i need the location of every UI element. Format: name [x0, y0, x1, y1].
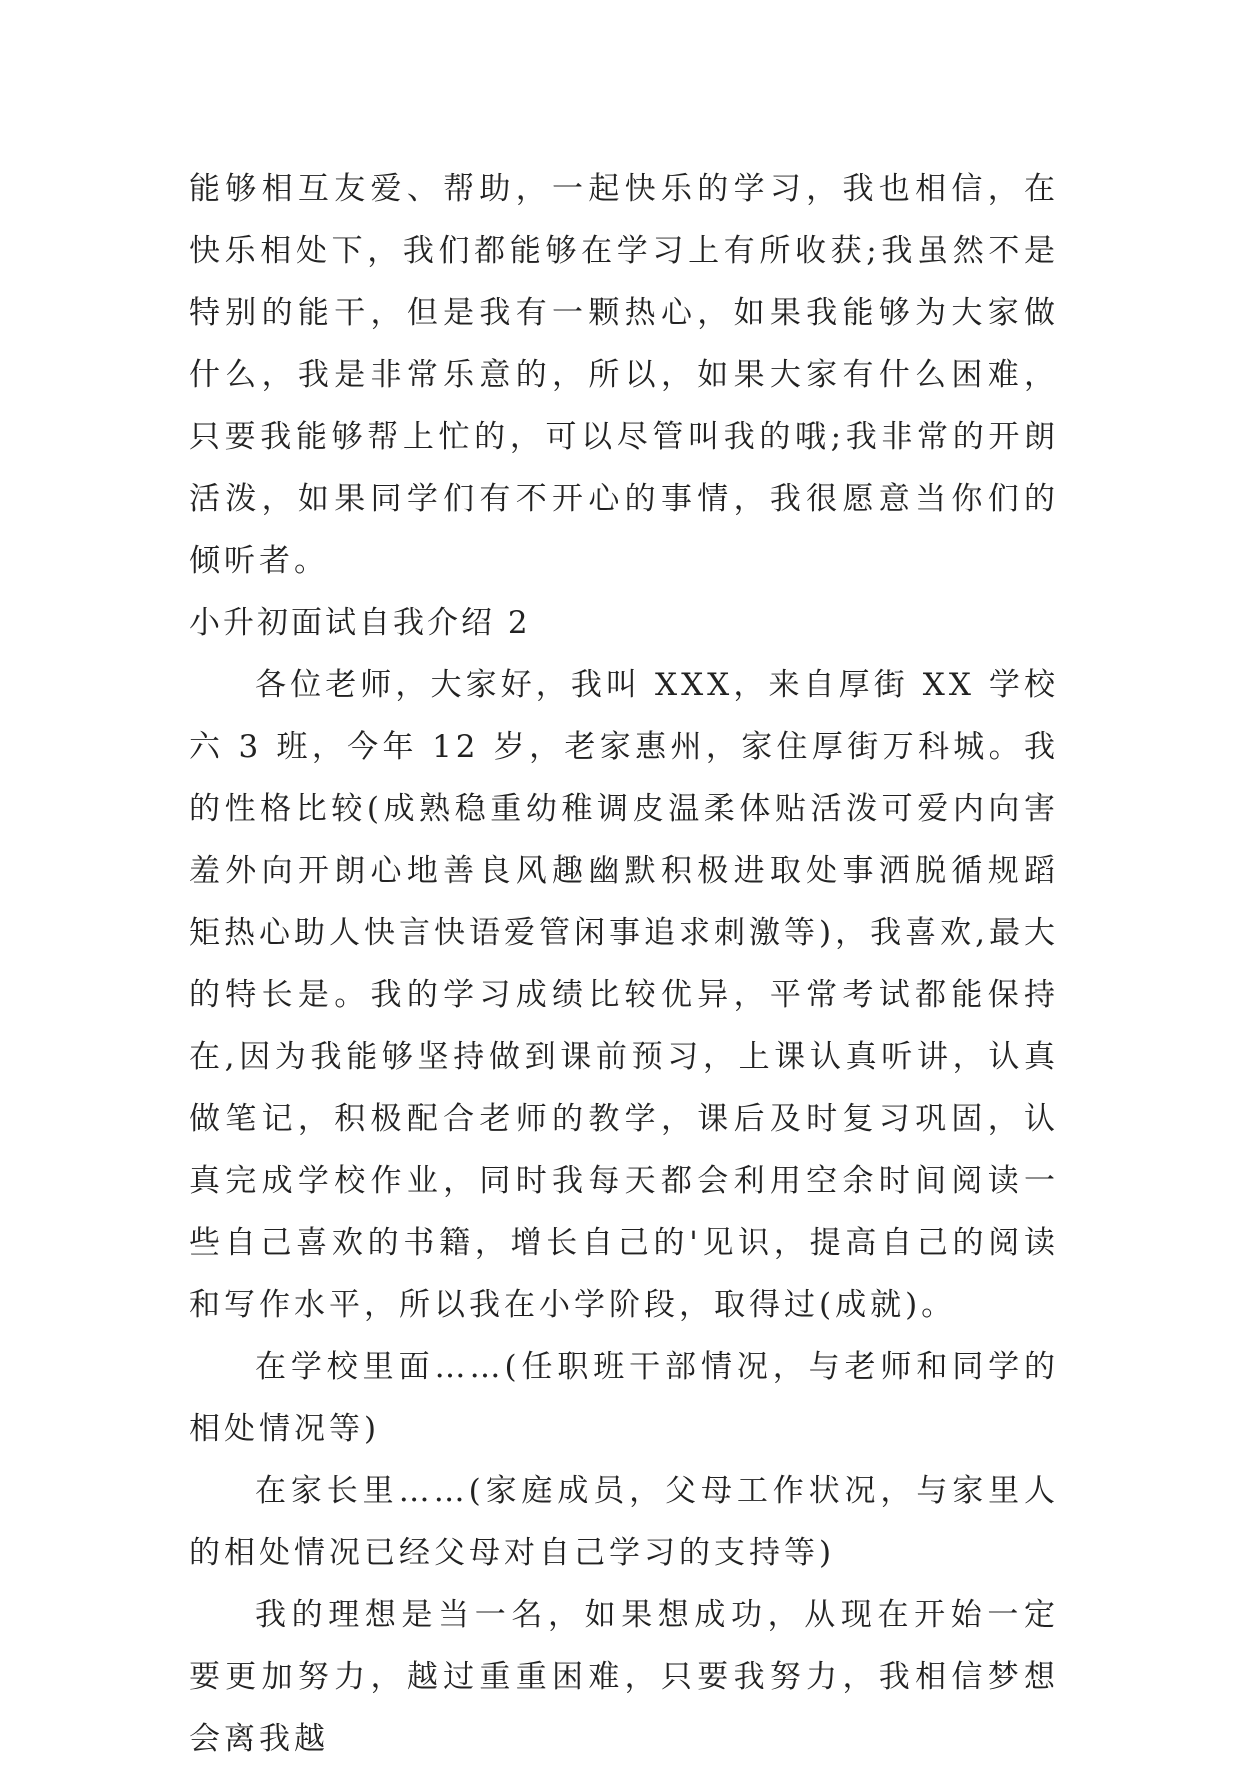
document-body — [189, 158, 1059, 1770]
paragraph-self-intro: 各位老师，大家好，我叫 XXX，来自厚街 XX 学校六 3 班，今年 12 岁，老家惠州，家住厚街万科城。我的性格比较(成熟稳重幼稚调皮温柔体贴活泼可爱内向害羞外向开朗心地善良风趣幽默积极进取处事洒脱循规蹈矩热心助人快言快语爱管闲事追求刺激等)，我喜欢,最大的特长是。我的学习成绩比较优异，平常考试都能保持在,因为我能够坚持做到课前预习，上课认真听讲，认真做笔记，积极配合老师的教学，课后及时复习巩固，认真完成学校作业，同时我每天都会利用空余时间阅读一些自己喜欢的书籍，增长自己的'见识，提高自己的阅读和写作水平，所以我在小学阶段，取得过(成就)。 — [189, 667, 1059, 1323]
paragraph-at-home: 在家长里……(家庭成员，父母工作状况，与家里人的相处情况已经父母对自己学习的支持等) — [189, 1473, 1059, 1571]
section-heading: 小升初面试自我介绍 2 — [189, 605, 531, 641]
paragraph-intro-continued: 能够相互友爱、帮助，一起快乐的学习，我也相信，在快乐相处下，我们都能够在学习上有所收获;我虽然不是特别的能干，但是我有一颗热心，如果我能够为大家做什么，我是非常乐意的，所以，如果大家有什么困难，只要我能够帮上忙的，可以尽管叫我的哦;我非常的开朗活泼，如果同学们有不开心的事情，我很愿意当你们的倾听者。 — [189, 171, 1059, 579]
paragraph-at-school: 在学校里面……(任职班干部情况，与老师和同学的相处情况等) — [189, 1349, 1059, 1447]
paragraph-ideal: 我的理想是当一名，如果想成功，从现在开始一定要更加努力，越过重重困难，只要我努力，我相信梦想会离我越 — [189, 1597, 1059, 1757]
